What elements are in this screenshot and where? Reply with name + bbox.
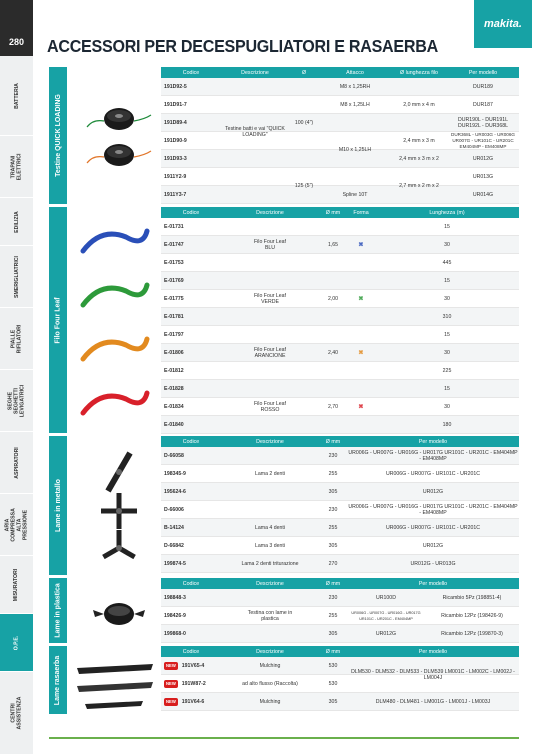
table-header: Codice Descrizione Ø Attacco Ø lunghezza filo Per modello bbox=[161, 67, 519, 78]
description-cell: Filo Four Leaf ROSSO bbox=[253, 400, 286, 413]
sidebar-tab-ope[interactable]: O.P.E. bbox=[0, 614, 33, 672]
blade-3-teeth bbox=[102, 530, 136, 559]
sidebar-tab-misuratori[interactable]: MISURATORI bbox=[0, 556, 33, 614]
new-badge: NEW bbox=[166, 662, 176, 668]
product-images bbox=[71, 578, 161, 643]
table-row: E-01753 445 bbox=[161, 254, 519, 272]
table-row: E-01812 225 bbox=[161, 362, 519, 380]
sidebar-tab-trapani[interactable]: TRAPANI ELETTRICI bbox=[0, 136, 33, 198]
table-row: NEW 191V65-4 Mulching 530 bbox=[161, 657, 519, 675]
filo-cell: 2,7 mm x 2 m x 2 bbox=[399, 182, 439, 189]
table-row: E-01806 Filo Four Leaf ARANCIONE 2,40 ⌘ 30 bbox=[161, 344, 519, 362]
product-images bbox=[71, 67, 161, 204]
section-mower-blades bbox=[49, 646, 519, 714]
blade-2-teeth bbox=[105, 451, 132, 492]
plastic-blades-table bbox=[161, 578, 519, 643]
sidebar-tab-seghe[interactable]: SEGHE SEGHETTI LEVIGATRICI bbox=[0, 370, 33, 432]
table-header: Codice Descrizione Ø mm Per modello bbox=[161, 646, 519, 657]
table-row: D-66058 230 UR006G - UR007G - UR016G - UR017G UR101C - UR201C - EM404MP - EM408MP bbox=[161, 447, 519, 465]
sidebar-tab-batteria[interactable]: BATTERIA bbox=[0, 56, 33, 136]
table-row: 191D91-7 M8 x 1,25LH DUR187 bbox=[161, 96, 519, 114]
four-leaf-shape-icon: ⌘ bbox=[358, 295, 364, 302]
section-label: Testine QUICK LOADING bbox=[49, 67, 67, 204]
table-row: 198848-3 230 UR100D Ricambio 5Pz (198851-4) bbox=[161, 589, 519, 607]
description-cell: Filo Four Leaf VERDE bbox=[253, 292, 286, 305]
plastic-blade-head-image bbox=[71, 578, 161, 643]
table-row: 191D92-5 M8 x 1,25RH DUR189 bbox=[161, 78, 519, 96]
trimmer-head-1 bbox=[87, 108, 151, 130]
table-row: E-01840 180 bbox=[161, 416, 519, 434]
table-row: E-01797 15 bbox=[161, 326, 519, 344]
new-badge: NEW bbox=[166, 698, 176, 704]
filo-cell: 2,4 mm x 3 m bbox=[403, 137, 435, 144]
table-row: E-01775 Filo Four Leaf VERDE 2,00 ⌘ 30 bbox=[161, 290, 519, 308]
four-leaf-shape-icon: ⌘ bbox=[358, 403, 364, 410]
product-images bbox=[71, 207, 161, 433]
four-leaf-table bbox=[161, 207, 519, 434]
trimmer-head-images bbox=[71, 67, 161, 204]
metal-blades-table bbox=[161, 436, 519, 573]
spool-arancione bbox=[83, 339, 147, 359]
sidebar bbox=[0, 0, 33, 755]
diameter-cell: 1,65 bbox=[327, 241, 339, 248]
table-row: 191D93-3 2,4 mm x 3 m x 2 UR012G bbox=[161, 150, 519, 168]
mower-blade-1 bbox=[77, 664, 153, 674]
description-cell: Filo Four Leaf BLU bbox=[253, 238, 286, 251]
diameter-cell: 125 (5") bbox=[294, 182, 314, 189]
filo-cell: 2,0 mm x 4 m bbox=[403, 101, 435, 108]
description-cell: Filo Four Leaf ARANCIONE bbox=[253, 346, 286, 359]
mower-blade-3 bbox=[85, 701, 143, 709]
diameter-cell: 100 (4") bbox=[294, 119, 314, 126]
table-row: 195624-6 305 UR012G bbox=[161, 483, 519, 501]
table-row: 199874-5 Lama 2 denti triturazione 270 UR012G - UR013G bbox=[161, 555, 519, 573]
section-label: Lame rasaerba bbox=[49, 646, 67, 714]
page-title: ACCESSORI PER DECESPUGLIATORI E RASAERBA bbox=[47, 36, 438, 56]
table-row: 191D90-9 DUR368L - UR003G - UR006G UR007G - UR101C - UR201C EM404MP - EM408MP bbox=[161, 132, 519, 150]
section-metal-blades bbox=[49, 436, 519, 575]
page-number: 280 bbox=[0, 0, 33, 56]
sidebar-tab-aria-compressa[interactable]: ARIA COMPRESSA ALTA PRESSIONE bbox=[0, 494, 33, 556]
table-header: Codice Descrizione Ø mm Per modello bbox=[161, 436, 519, 447]
product-images bbox=[71, 646, 161, 714]
diameter-cell: 2,40 bbox=[327, 349, 339, 356]
sidebar-tab-centri-assistenza[interactable]: CENTRI ASSISTENZA bbox=[0, 672, 33, 755]
product-images bbox=[71, 436, 161, 575]
table-row: 198426-9 255 UR006G - UR007G - UR016G - UR017G UR101C - UR201C - EM404MP Ricambio 12Pz (198426-9) bbox=[161, 607, 519, 625]
trimmer-head-2 bbox=[87, 144, 151, 166]
quick-loading-table bbox=[161, 67, 519, 204]
blade-4-teeth bbox=[101, 493, 137, 529]
mower-blade-2 bbox=[77, 682, 153, 692]
model-cell: DLM530 - DLM532 - DLM533 - DLM539 LM001C - LM002C - LM002J - LM004J bbox=[351, 668, 515, 681]
table-row: NEW 191V64-6 Mulching 305 DLM480 - DLM481 - LM001G - LM001J - LM003J bbox=[161, 693, 519, 711]
table-row: D-66006 230 UR006G - UR007G - UR016G - UR017G UR101C - UR201C - EM404MP - EM408MP bbox=[161, 501, 519, 519]
sidebar-tab-smerigliatrici[interactable]: SMERIGLIATRICI bbox=[0, 246, 33, 308]
table-row: 199868-0 305 UR012G Ricambio 12Pz (199870-3) bbox=[161, 625, 519, 643]
description-cell: Testina con lame in plastica bbox=[247, 609, 293, 622]
section-quick-loading bbox=[49, 67, 519, 204]
section-label: Filo Four Leaf bbox=[49, 207, 67, 433]
diameter-cell: 2,70 bbox=[327, 403, 339, 410]
table-row: E-01769 15 bbox=[161, 272, 519, 290]
four-leaf-shape-icon: ⌘ bbox=[358, 241, 364, 248]
diameter-cell: 2,00 bbox=[327, 295, 339, 302]
spool-rosso bbox=[83, 393, 147, 413]
spool-blu bbox=[83, 231, 147, 251]
line-spool-images bbox=[71, 207, 161, 433]
section-label: Lame in metallo bbox=[49, 436, 67, 575]
mower-blade-images bbox=[71, 646, 161, 714]
table-row: B-14124 Lama 4 denti 255 UR006G - UR007G - UR101C - UR201C bbox=[161, 519, 519, 537]
attacco-cell: M10 x 1,25LH bbox=[338, 146, 372, 153]
four-leaf-shape-icon: ⌘ bbox=[358, 349, 364, 356]
table-row: 1911Y3-7 Spline 10T UR014G bbox=[161, 186, 519, 204]
table-row: NEW 191W87-2 ad alto flusso (Raccolta) 530 bbox=[161, 675, 519, 693]
table-row: E-01834 Filo Four Leaf ROSSO 2,70 ⌘ 30 bbox=[161, 398, 519, 416]
spool-verde bbox=[83, 285, 147, 305]
table-row: 1911Y2-9 UR013G bbox=[161, 168, 519, 186]
new-badge: NEW bbox=[166, 680, 176, 686]
sidebar-tab-edilizia[interactable]: EDILIZIA bbox=[0, 198, 33, 246]
table-header: Codice Descrizione Ø mm Forma Lunghezza (m) bbox=[161, 207, 519, 218]
table-row: 191D89-4 DUR190L - DUR191L DUR192L - DUR368L bbox=[161, 114, 519, 132]
table-row: E-01747 Filo Four Leaf BLU 1,65 ⌘ 30 bbox=[161, 236, 519, 254]
bottom-divider bbox=[49, 737, 519, 739]
makita-logo: makita. bbox=[474, 0, 532, 48]
mower-blades-table bbox=[161, 646, 519, 711]
table-row: D-66842 Lama 3 denti 305 UR012G bbox=[161, 537, 519, 555]
table-row: E-01828 15 bbox=[161, 380, 519, 398]
metal-blade-images bbox=[71, 436, 161, 575]
table-row: 198345-9 Lama 2 denti 255 UR006G - UR007G - UR101C - UR201C bbox=[161, 465, 519, 483]
section-four-leaf bbox=[49, 207, 519, 433]
section-plastic-blades bbox=[49, 578, 519, 643]
sidebar-tab-pialle[interactable]: PIALLE RIFILATORI bbox=[0, 308, 33, 370]
table-row: E-01781 310 bbox=[161, 308, 519, 326]
section-label: Lame in plastica bbox=[49, 578, 67, 643]
description-cell: Testine batti e vai "QUICK LOADING" bbox=[225, 125, 285, 138]
table-row: E-01731 15 bbox=[161, 218, 519, 236]
table-header: Codice Descrizione Ø mm Per modello bbox=[161, 578, 519, 589]
sidebar-tab-aspiratori[interactable]: ASPIRATORI bbox=[0, 432, 33, 494]
